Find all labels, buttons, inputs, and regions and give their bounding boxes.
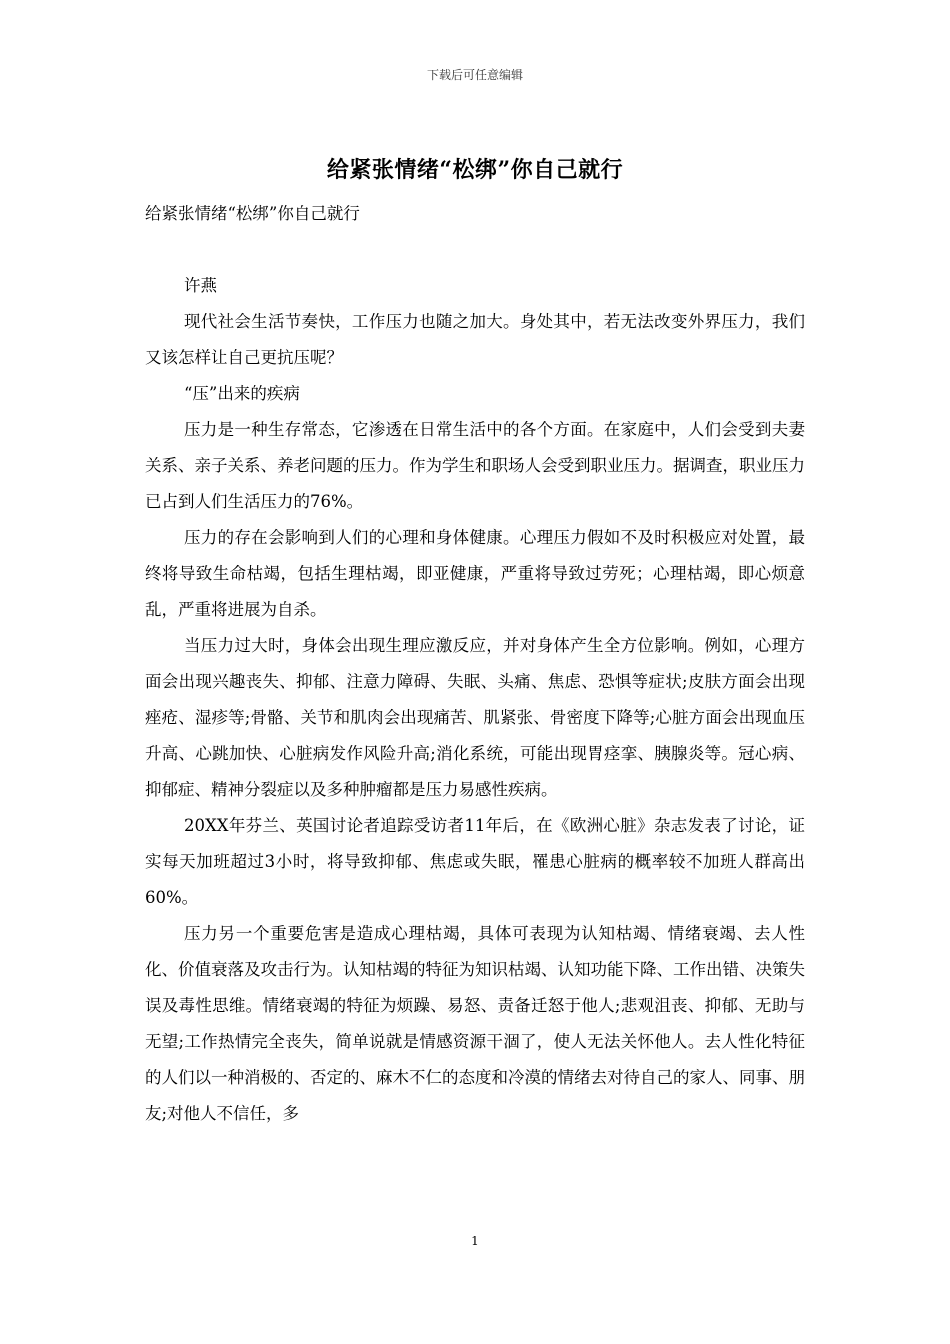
paragraph: 压力另一个重要危害是造成心理枯竭，具体可表现为认知枯竭、情绪衰竭、去人性化、价值衰落及攻击行为。认知枯竭的特征为知识枯竭、认知功能下降、工作出错、决策失误及毒性思维。情绪衰竭的特征为烦躁、易怒、责备迁怒于他人;悲观沮丧、抑郁、无助与无望;工作热情完全丧失，简单说就是情感资源干涸了，使人无法关怀他人。去人性化特征的人们以一种消极的、否定的、麻木不仁的态度和冷漠的情绪去对待自己的家人、同事、朋友;对他人不信任，多 (145, 924, 805, 1123)
document-title: 给紧张情绪“松绑”你自己就行 (326, 157, 624, 183)
document-subtitle: 给紧张情绪“松绑”你自己就行 (145, 204, 360, 223)
paragraph: 当压力过大时，身体会出现生理应激反应，并对身体产生全方位影响。例如，心理方面会出现兴趣丧失、抑郁、注意力障碍、失眠、头痛、焦虑、恐惧等症状;皮肤方面会出现痤疮、湿疹等;骨骼、关节和肌肉会出现痛苦、肌紧张、骨密度下降等;心脏方面会出现血压升高、心跳加快、心脏病发作风险升高;消化系统，可能出现胃痉挛、胰腺炎等。冠心病、抑郁症、精神分裂症以及多种肿瘤都是压力易感性疾病。 (145, 636, 805, 799)
paragraph: 压力是一种生存常态，它渗透在日常生活中的各个方面。在家庭中，人们会受到夫妻关系、亲子关系、养老问题的压力。作为学生和职场人会受到职业压力。据调查，职业压力已占到人们生活压力的76%。 (145, 420, 805, 511)
page-number: 1 (471, 1234, 479, 1248)
section-heading: “压”出来的疾病 (184, 384, 300, 403)
header-note: 下载后可任意编辑 (426, 68, 523, 82)
paragraph: 20XX年芬兰、英国讨论者追踪受访者11年后，在《欧洲心脏》杂志发表了讨论，证实每天加班超过3小时，将导致抑郁、焦虑或失眠，罹患心脏病的概率较不加班人群高出60%。 (145, 816, 805, 907)
paragraph-intro: 现代社会生活节奏快，工作压力也随之加大。身处其中，若无法改变外界压力，我们又该怎样让自己更抗压呢？ (145, 312, 805, 367)
paragraph: 压力的存在会影响到人们的心理和身体健康。心理压力假如不及时积极应对处置，最终将导致生命枯竭，包括生理枯竭，即亚健康，严重将导致过劳死；心理枯竭，即心烦意乱，严重将进展为自杀。 (145, 528, 805, 619)
document-body (145, 196, 805, 1132)
author-line: 许燕 (184, 276, 217, 295)
